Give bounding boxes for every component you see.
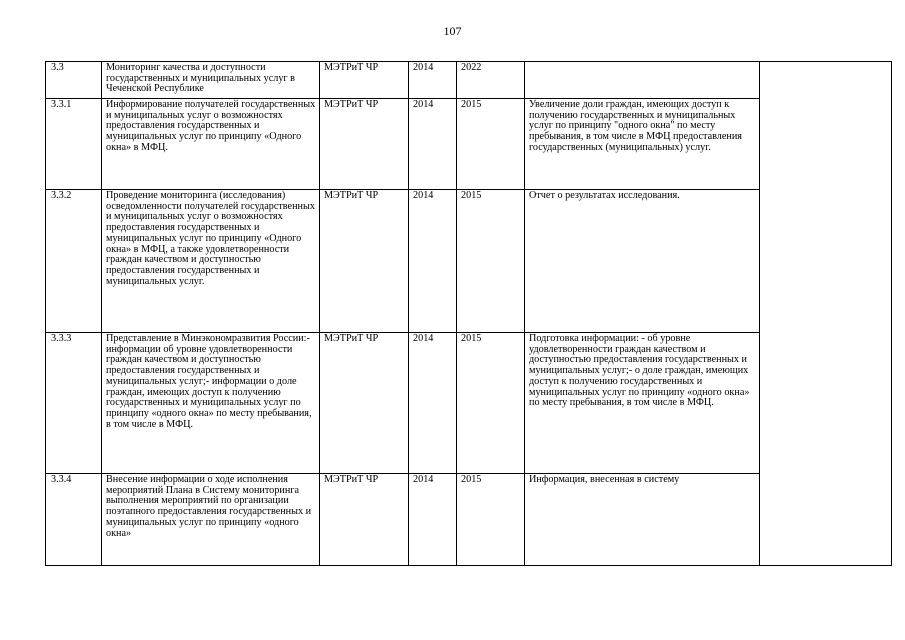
item-executor: МЭТРиТ ЧР: [320, 190, 409, 333]
item-result: Увеличение доли граждан, имеющих доступ к получению государственных и муниципальных услуг по принципу "одного окна" по месту пребывания, в том числе в МФЦ предоставления государственных (муниципальных) услуг.: [525, 99, 760, 190]
item-executor: МЭТРиТ ЧР: [320, 62, 409, 99]
item-start-year: 2014: [409, 190, 457, 333]
item-end-year: 2015: [457, 190, 525, 333]
item-number: 3.3.3: [46, 333, 102, 474]
item-end-year: 2015: [457, 333, 525, 474]
item-name: Представление в Минэкономразвития России:- информации об уровне удовлетворенности граждан качеством и доступностью предоставления государственных и муниципальных услуг;- информации о доле граждан, имеющих доступ к получению государственных и муниципальных услуг по принципу «одного окна» по месту пребывания, в том числе в МФЦ.: [102, 333, 320, 474]
page-number: 107: [443, 24, 462, 38]
item-number: 3.3.4: [46, 474, 102, 566]
item-start-year: 2014: [409, 62, 457, 99]
table-row: [46, 62, 892, 99]
item-result: Информация, внесенная в систему: [525, 474, 760, 566]
item-end-year: 2022: [457, 62, 525, 99]
item-name: Информирование получателей государственных и муниципальных услуг о возможностях предоставления государственных и муниципальных услуг по принципу «Одного окна» в МФЦ.: [102, 99, 320, 190]
item-start-year: 2014: [409, 99, 457, 190]
item-end-year: 2015: [457, 474, 525, 566]
item-executor: МЭТРиТ ЧР: [320, 333, 409, 474]
item-result: [525, 62, 760, 99]
item-result: Отчет о результатах исследования.: [525, 190, 760, 333]
item-executor: МЭТРиТ ЧР: [320, 99, 409, 190]
item-number: 3.3.2: [46, 190, 102, 333]
item-name: Мониторинг качества и доступности государственных и муниципальных услуг в Чеченской Республике: [102, 62, 320, 99]
plan-table: [45, 61, 892, 566]
item-number: 3.3: [46, 62, 102, 99]
item-executor: МЭТРиТ ЧР: [320, 474, 409, 566]
item-name: Внесение информации о ходе исполнения мероприятий Плана в Систему мониторинга выполнения мероприятий по организации поэтапного предоставления государственных и муниципальных услуг по принципу «одного окна»: [102, 474, 320, 566]
item-start-year: 2014: [409, 474, 457, 566]
item-start-year: 2014: [409, 333, 457, 474]
item-number: 3.3.1: [46, 99, 102, 190]
item-name: Проведение мониторинга (исследования) осведомленности получателей государственных и муниципальных услуг о возможностях предоставления государственных и муниципальных услуг по принципу «Одного окна» в МФЦ, а также удовлетворенности граждан качеством и доступностью предоставления государственных и муниципальных услуг.: [102, 190, 320, 333]
item-end-year: 2015: [457, 99, 525, 190]
item-result: Подготовка информации: - об уровне удовлетворенности граждан качеством и доступностью предоставления государственных и муниципальных услуг;- о доле граждан, имеющих доступ к получению государственных и муниципальных услуг по принципу «одного окна» по месту пребывания, в том числе в МФЦ.: [525, 333, 760, 474]
item-extra: [760, 62, 892, 566]
